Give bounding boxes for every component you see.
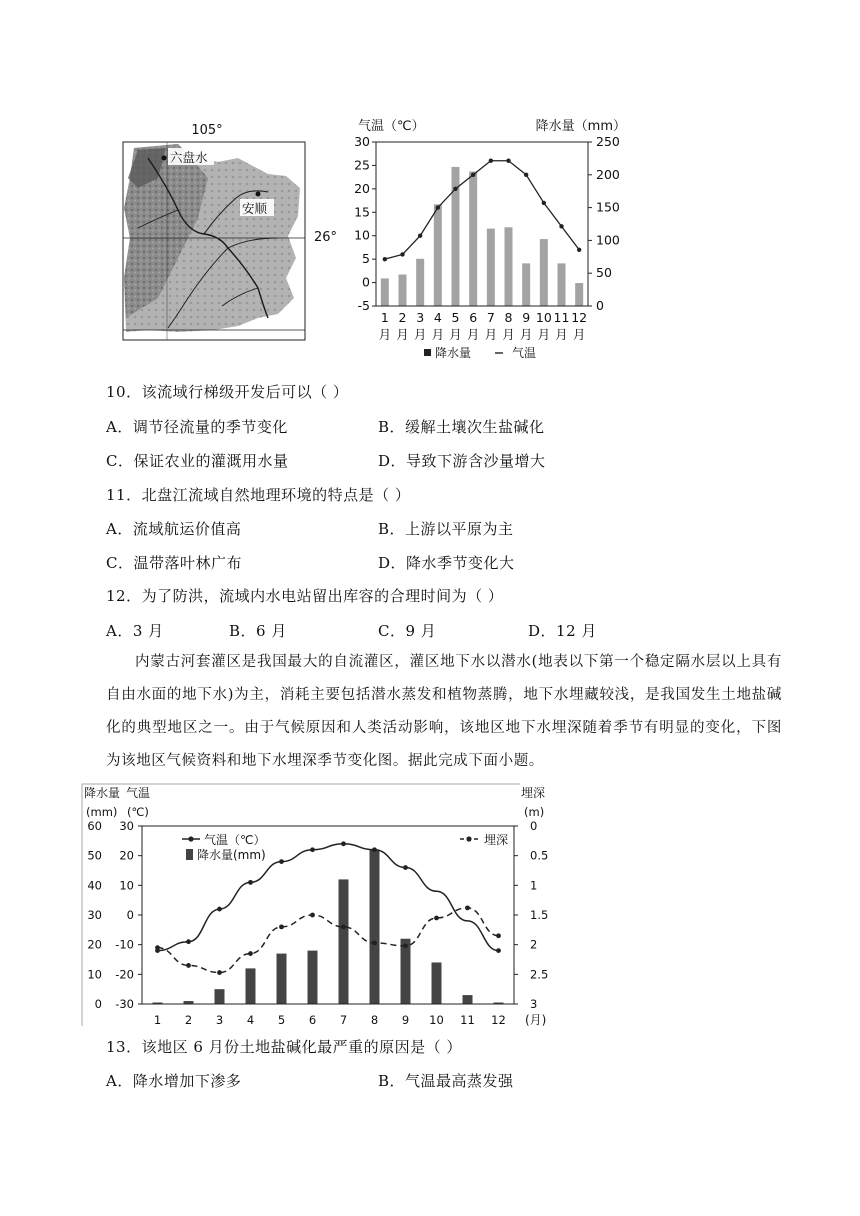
q10-option-d[interactable]: D．导致下游含沙量增大 bbox=[378, 452, 546, 470]
chart1-precip-bar bbox=[505, 227, 513, 306]
chart2-depth-point bbox=[434, 916, 439, 921]
q13-option-b[interactable]: B．气温最高蒸发强 bbox=[378, 1072, 514, 1090]
chart2-depth-tick-label: 3 bbox=[530, 997, 538, 1011]
q11-option-a[interactable]: A．流域航运价值高 bbox=[106, 520, 242, 538]
climate-chart-1 bbox=[350, 112, 640, 364]
chart2-x-tick-label: 1 bbox=[153, 1013, 162, 1027]
chart2-x-tick-label: 6 bbox=[308, 1013, 317, 1027]
climate-chart-2-svg bbox=[78, 782, 558, 1030]
q10-option-c[interactable]: C．保证农业的灌溉用水量 bbox=[106, 452, 289, 470]
chart2-temp-point bbox=[217, 907, 222, 912]
chart1-temp-point bbox=[577, 248, 581, 252]
chart1-precip-bar bbox=[434, 204, 442, 306]
chart1-x-tick-number: 5 bbox=[451, 310, 460, 325]
chart1-temp-point bbox=[453, 187, 457, 191]
chart2-precip-bar bbox=[370, 850, 380, 1004]
chart2-temp-point bbox=[279, 859, 284, 864]
chart2-depth-point bbox=[217, 970, 222, 975]
chart1-precip-bar bbox=[381, 278, 389, 306]
chart1-precip-bar bbox=[469, 172, 477, 306]
chart1-left-tick-label: 10 bbox=[354, 227, 370, 243]
chart2-precip-unit: (mm) bbox=[86, 805, 118, 819]
q12-option-c[interactable]: C．9 月 bbox=[378, 622, 437, 640]
chart2-depth-tick-label: 2 bbox=[530, 937, 538, 952]
chart2-x-tick-label: 4 bbox=[246, 1013, 255, 1027]
chart2-legend-precip-swatch bbox=[186, 849, 193, 860]
chart1-precip-bar bbox=[540, 239, 548, 306]
chart1-right-tick-label: 100 bbox=[596, 232, 620, 248]
latitude-label: 26° bbox=[314, 230, 338, 245]
chart2-depth-point bbox=[372, 940, 377, 945]
chart2-temp-point bbox=[186, 939, 191, 944]
chart1-x-tick-number: 4 bbox=[433, 310, 442, 325]
chart1-precip-bar bbox=[558, 263, 566, 306]
q12-option-a[interactable]: A．3 月 bbox=[106, 622, 164, 640]
chart1-temp-point bbox=[400, 252, 404, 256]
chart1-x-tick-number: 2 bbox=[398, 310, 407, 325]
chart1-right-tick-label: 0 bbox=[596, 298, 604, 313]
chart2-depth-point bbox=[403, 943, 408, 948]
chart2-precip-tick-label: 60 bbox=[87, 819, 102, 833]
chart2-precip-bar bbox=[277, 954, 287, 1004]
chart1-temp-point bbox=[489, 159, 493, 163]
chart1-x-tick-unit: 月 bbox=[466, 327, 480, 342]
chart1-temp-point bbox=[383, 257, 387, 261]
chart2-precip-tick-label: 10 bbox=[87, 967, 102, 982]
chart2-x-tick-label: 5 bbox=[277, 1013, 286, 1027]
city-label-anshun: 安顺 bbox=[242, 201, 268, 216]
legend-precip-swatch bbox=[424, 349, 431, 356]
chart2-x-tick-label: 10 bbox=[429, 1013, 444, 1027]
chart2-temp-tick-label: -30 bbox=[115, 997, 134, 1011]
chart2-temp-tick-label: 0 bbox=[126, 908, 134, 922]
chart2-depth-point bbox=[155, 945, 160, 950]
chart2-precip-tick-label: 30 bbox=[87, 908, 102, 922]
map-figure bbox=[118, 118, 338, 343]
chart1-precip-bar bbox=[399, 275, 407, 306]
basin-map bbox=[118, 118, 318, 343]
chart2-precip-bar bbox=[432, 962, 442, 1004]
chart1-x-tick-number: 7 bbox=[486, 310, 495, 325]
chart1-right-axis-title: 降水量（mm） bbox=[535, 119, 626, 134]
chart1-left-tick-label: 25 bbox=[354, 157, 370, 173]
chart1-x-tick-unit: 月 bbox=[431, 327, 445, 342]
chart1-left-tick-label: 0 bbox=[362, 274, 370, 290]
chart1-x-tick-number: 10 bbox=[535, 310, 552, 325]
chart1-x-tick-unit: 月 bbox=[519, 327, 533, 342]
chart1-temp-point bbox=[418, 234, 422, 238]
chart1-x-tick-unit: 月 bbox=[449, 327, 462, 342]
chart2-depth-tick-label: 0 bbox=[530, 819, 538, 833]
chart2-depth-point bbox=[310, 913, 315, 918]
chart2-depth-point bbox=[248, 951, 253, 956]
chart1-left-axis-title: 气温（℃） bbox=[358, 119, 425, 134]
chart2-temp-axis-title: 气温 bbox=[126, 786, 151, 800]
chart1-precip-bar bbox=[575, 283, 583, 306]
chart1-temp-line bbox=[385, 161, 579, 259]
longitude-label: 105° bbox=[191, 123, 223, 138]
chart2-temp-point bbox=[341, 841, 346, 846]
chart1-x-tick-number: 11 bbox=[553, 310, 570, 325]
chart2-precip-bar bbox=[215, 989, 225, 1004]
q10-option-a[interactable]: A．调节径流量的季节变化 bbox=[106, 418, 288, 436]
chart2-depth-tick-label: 2.5 bbox=[530, 967, 549, 982]
chart1-x-tick-number: 3 bbox=[416, 310, 425, 325]
chart2-legend-depth-label: 埋深 bbox=[484, 833, 509, 847]
q10-stem: 10．该流域行梯级开发后可以（ ） bbox=[106, 383, 349, 401]
chart2-temp-tick-label: 30 bbox=[119, 819, 134, 833]
chart2-precip-tick-label: 0 bbox=[94, 997, 102, 1011]
chart2-depth-point bbox=[279, 924, 284, 929]
chart1-temp-point bbox=[542, 201, 546, 205]
chart1-right-tick-label: 150 bbox=[596, 199, 620, 215]
chart2-temp-point bbox=[403, 865, 408, 870]
climate-chart-1-svg bbox=[350, 112, 640, 364]
chart1-x-tick-number: 12 bbox=[571, 310, 588, 325]
q13-option-a[interactable]: A．降水增加下渗多 bbox=[106, 1072, 242, 1090]
chart1-x-tick-number: 1 bbox=[380, 310, 389, 325]
q11-option-d[interactable]: D．降水季节变化大 bbox=[378, 554, 515, 572]
chart1-x-tick-number: 8 bbox=[504, 310, 513, 325]
chart1-x-tick-unit: 月 bbox=[378, 327, 392, 342]
chart2-temp-tick-label: -10 bbox=[115, 937, 134, 952]
chart1-temp-point bbox=[471, 173, 475, 177]
chart2-x-tick-label: 7 bbox=[339, 1013, 348, 1027]
chart2-x-unit: (月) bbox=[525, 1013, 547, 1027]
chart1-temp-point bbox=[524, 173, 528, 177]
q12-option-b[interactable]: B．6 月 bbox=[229, 622, 287, 640]
chart2-temp-point bbox=[496, 948, 501, 953]
chart1-x-tick-unit: 月 bbox=[555, 327, 568, 342]
chart2-depth-point bbox=[341, 924, 346, 929]
chart2-precip-tick-label: 40 bbox=[87, 878, 102, 893]
q11-option-c[interactable]: C．温带落叶林广布 bbox=[106, 554, 242, 572]
chart2-x-tick-label: 11 bbox=[460, 1013, 475, 1027]
chart1-precip-bar bbox=[416, 259, 424, 306]
chart1-temp-point bbox=[506, 159, 510, 163]
chart1-x-tick-number: 6 bbox=[469, 310, 478, 325]
chart2-temp-tick-label: 20 bbox=[119, 848, 134, 863]
chart2-depth-tick-label: 1.5 bbox=[530, 908, 549, 922]
chart1-right-tick-label: 50 bbox=[596, 265, 612, 281]
chart1-left-tick-label: 15 bbox=[354, 204, 370, 220]
q12-option-d[interactable]: D．12 月 bbox=[528, 622, 597, 640]
chart1-precip-bar bbox=[522, 263, 530, 306]
chart2-precip-bar bbox=[246, 968, 256, 1004]
chart2-x-tick-label: 8 bbox=[370, 1013, 379, 1027]
chart1-x-tick-unit: 月 bbox=[537, 327, 551, 342]
chart2-precip-bar bbox=[401, 939, 411, 1004]
chart2-temp-point bbox=[310, 847, 315, 852]
chart2-depth-point bbox=[496, 933, 501, 938]
legend-temp-label: 气温 bbox=[512, 346, 537, 360]
chart1-temp-point bbox=[436, 205, 440, 209]
chart1-x-tick-unit: 月 bbox=[484, 327, 498, 342]
chart2-x-tick-label: 9 bbox=[401, 1013, 410, 1027]
chart2-precip-tick-label: 50 bbox=[87, 848, 102, 863]
chart2-precip-tick-label: 20 bbox=[87, 937, 102, 952]
chart2-precip-bar bbox=[339, 879, 349, 1004]
chart1-left-tick-label: 30 bbox=[354, 134, 370, 149]
climate-chart-2 bbox=[78, 782, 558, 1030]
chart1-left-tick-label: 20 bbox=[354, 180, 370, 196]
chart2-depth-tick-label: 1 bbox=[530, 878, 538, 893]
chart2-temp-tick-label: -20 bbox=[115, 967, 134, 982]
chart2-legend-precip-label: 降水量(mm) bbox=[197, 848, 266, 862]
chart1-x-tick-number: 9 bbox=[522, 310, 531, 325]
legend-precip-label: 降水量 bbox=[435, 346, 472, 360]
q10-option-b[interactable]: B．缓解土壤次生盐碱化 bbox=[378, 418, 545, 436]
chart2-precip-axis-title: 降水量 bbox=[84, 786, 121, 800]
chart2-temp-point bbox=[372, 847, 377, 852]
chart1-precip-bar bbox=[487, 229, 495, 306]
chart2-temp-point bbox=[248, 880, 253, 885]
chart1-left-tick-label: 5 bbox=[362, 251, 370, 267]
chart1-x-tick-unit: 月 bbox=[572, 327, 586, 342]
reading-passage: 内蒙古河套灌区是我国最大的自流灌区，灌区地下水以潜水(地表以下第一个稳定隔水层以上具有自由水面的地下水)为主，消耗主要包括潜水蒸发和植物蒸腾，地下水埋藏较浅，是我国发生土地盐碱化的典型地区之一。由于气候原因和人类活动影响，该地区地下水埋深随着季节有明显的变化，下图为该地区气候资料和地下水埋深季节变化图。据此完成下面小题。 bbox=[106, 654, 782, 769]
chart2-x-tick-label: 2 bbox=[184, 1013, 193, 1027]
chart1-x-tick-unit: 月 bbox=[413, 327, 427, 342]
city-label-liupanshui: 六盘水 bbox=[170, 150, 208, 165]
chart1-temp-point bbox=[559, 224, 563, 228]
chart2-legend-temp-label: 气温（℃） bbox=[204, 833, 266, 847]
chart1-right-tick-label: 200 bbox=[596, 166, 620, 182]
q11-option-b[interactable]: B．上游以平原为主 bbox=[378, 520, 514, 538]
chart2-temp-tick-label: 10 bbox=[119, 878, 134, 893]
q13-stem: 13．该地区 6 月份土地盐碱化最严重的原因是（ ） bbox=[106, 1038, 462, 1056]
chart2-precip-bar bbox=[308, 951, 318, 1004]
chart1-x-tick-unit: 月 bbox=[502, 327, 515, 342]
chart2-depth-point bbox=[186, 963, 191, 968]
q11-stem: 11．北盘江流域自然地理环境的特点是（ ） bbox=[106, 486, 411, 504]
chart2-precip-bar bbox=[463, 995, 473, 1004]
chart2-depth-tick-label: 0.5 bbox=[530, 848, 549, 863]
q12-stem: 12．为了防洪，流域内水电站留出库容的合理时间为（ ） bbox=[106, 587, 504, 605]
chart1-right-tick-label: 250 bbox=[596, 134, 620, 149]
chart1-left-tick-label: -5 bbox=[357, 298, 370, 313]
chart2-x-tick-label: 3 bbox=[215, 1013, 224, 1027]
chart2-depth-axis-title: 埋深 bbox=[521, 786, 546, 800]
chart2-x-tick-label: 12 bbox=[491, 1013, 506, 1027]
chart1-x-tick-unit: 月 bbox=[396, 327, 409, 342]
chart2-depth-unit: (m) bbox=[524, 805, 545, 819]
chart2-temp-unit: (℃) bbox=[127, 805, 149, 819]
chart2-depth-point bbox=[465, 905, 470, 910]
